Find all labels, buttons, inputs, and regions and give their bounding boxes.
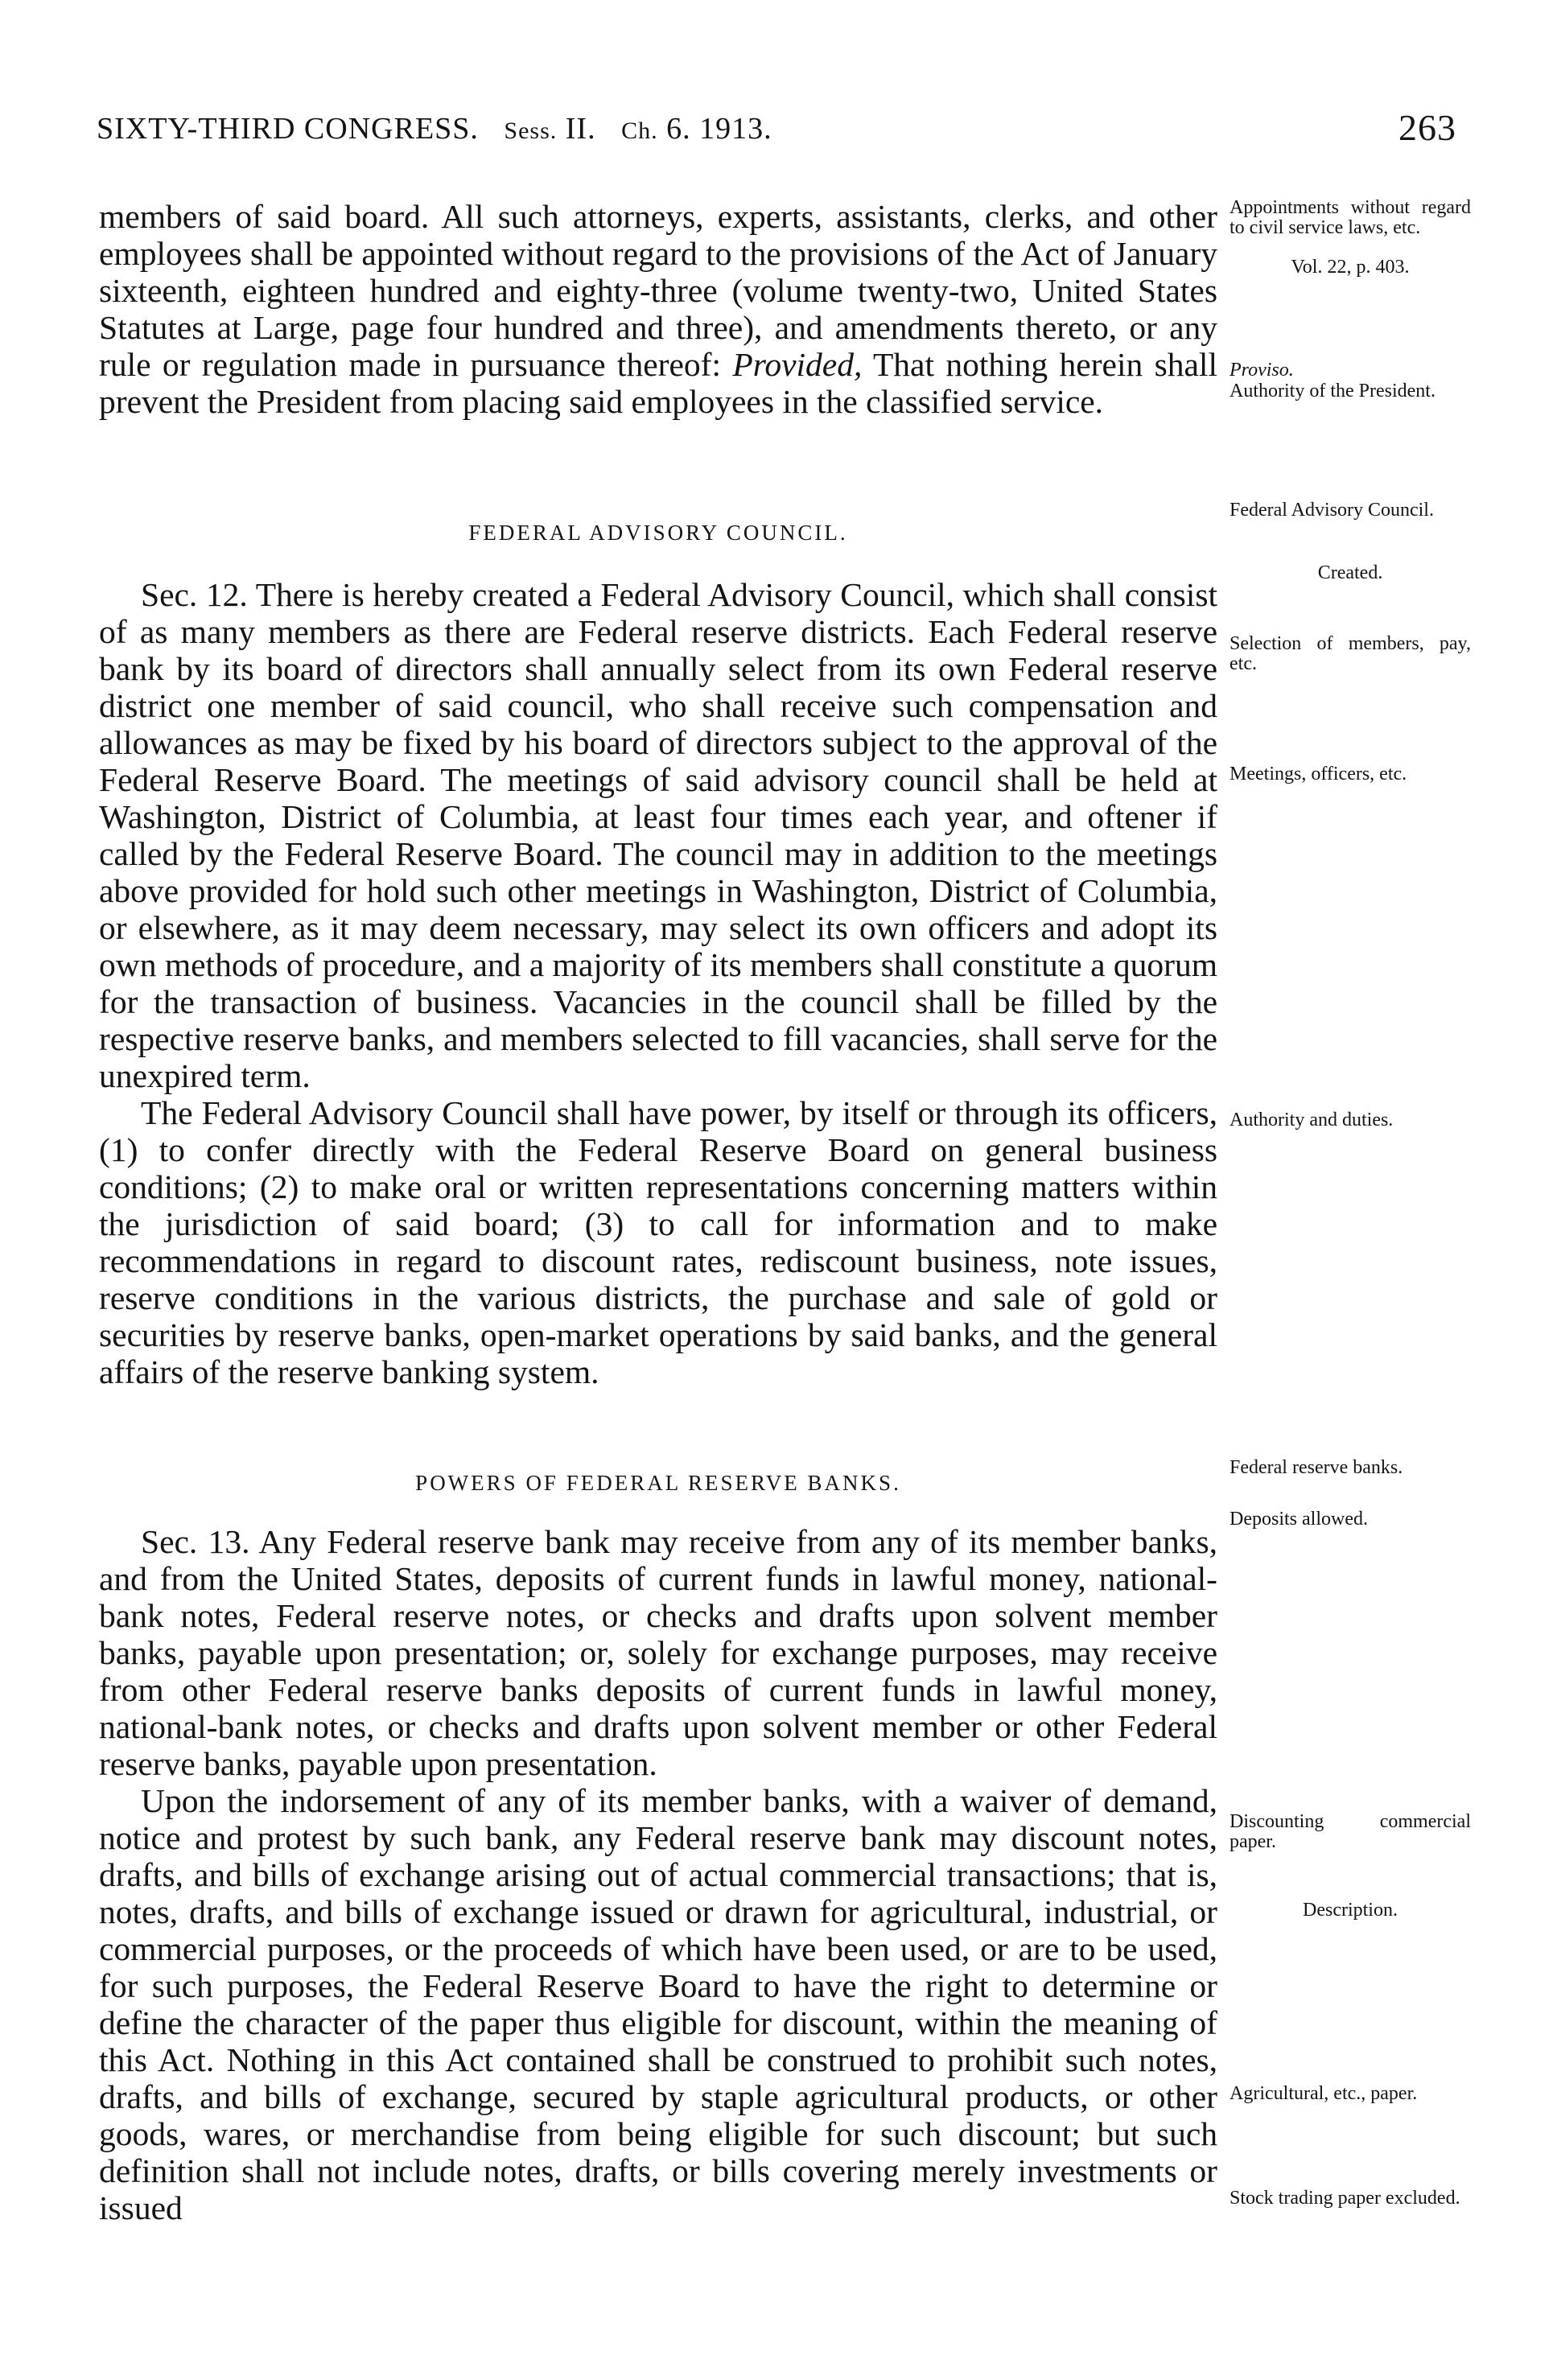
note-selection: Selection of members, pay, etc.	[1230, 633, 1471, 674]
chapter-year: 6. 1913.	[666, 112, 772, 146]
session-number: II.	[565, 112, 596, 146]
note-authority-duties: Authority and duties.	[1230, 1110, 1394, 1130]
note-description: Description.	[1303, 1900, 1398, 1921]
section-13	[99, 1523, 1217, 2226]
section-13-label: Sec. 13.	[141, 1523, 250, 1560]
note-meetings: Meetings, officers, etc.	[1230, 764, 1407, 784]
congress-title: SIXTY-THIRD CONGRESS.	[97, 112, 479, 146]
note-proviso-text: Proviso.	[1230, 360, 1294, 381]
note-vol-ref: Vol. 22, p. 403.	[1291, 257, 1410, 278]
heading-federal-advisory-council: FEDERAL ADVISORY COUNCIL.	[468, 521, 848, 545]
note-proviso	[1230, 360, 1471, 381]
note-appointments: Appointments without regard to civil service laws, etc.	[1230, 197, 1471, 238]
running-header	[97, 107, 1456, 159]
section-12	[99, 576, 1217, 1390]
note-deposits: Deposits allowed.	[1230, 1509, 1368, 1530]
heading-powers-of-reserve-banks: POWERS OF FEDERAL RESERVE BANKS.	[415, 1471, 901, 1495]
session-label: Sess.	[504, 117, 558, 144]
note-created: Created.	[1317, 562, 1383, 583]
continuation-text-a: members of said board. All such attorneys, experts, assistants, clerks, and other employees shall be appointed without regard to the provisions of the Act of January sixteenth, eighteen hundred and eighty-three (volume twenty-two, United States Statutes at Large, page four hundred and three), and amendments thereto, or any rule or regulation made in pursuance thereof:	[99, 198, 1217, 383]
section-12-text: There is hereby created a Federal Advisory Council, which shall consist of as many members as there are Federal reserve districts. Each Federal reserve bank by its board of directors shall annually select from its own Federal reserve district one member of said council, who shall receive such compensation and allowances as may be fixed by his board of directors subject to the approval of the Federal Reserve Board. The meetings of said advisory council shall be held at Washington, District of Columbia, at least four times each year, and oftener if called by the Federal Reserve Board. The council may in addition to the meetings above provided for hold such other meetings in Washington, District of Columbia, or elsewhere, as it may deem necessary, may select its own officers and adopt its own methods of procedure, and a majority of its members shall constitute a quorum for the transaction of business. Vacancies in the council shall be filled by the respective reserve banks, and members selected to fill vacancies, shall serve for the unexpired term.	[99, 576, 1218, 1094]
note-federal-advisory-council: Federal Advisory Council.	[1230, 500, 1434, 521]
section-13-discount: Upon the indorsement of any of its member banks, with a waiver of demand, notice and protest by such bank, any Federal reserve bank may discount notes, drafts, and bills of exchange arising out of actual commercial transactions; that is, notes, drafts, and bills of exchange issued or drawn for agricultural, industrial, or commercial purposes, or the proceeds of which have been used, or are to be used, for such purposes, the Federal Reserve Board to have the right to determine or define the character of the paper thus eligible for discount, within the meaning of this Act. Nothing in this Act contained shall be construed to prohibit such notes, drafts, and bills of exchange, secured by staple agricultural products, or other goods, wares, or merchandise from being eligible for such discount; but such definition shall not include notes, drafts, or bills covering merely investments or issued	[99, 1782, 1217, 2226]
continuation-text-b: That nothing herein shall prevent the President from placing said employees in the classified service.	[99, 346, 1217, 420]
note-federal-reserve-banks: Federal reserve banks.	[1230, 1457, 1403, 1478]
note-discounting: Discounting commercial paper.	[1230, 1811, 1471, 1852]
section-12-powers: The Federal Advisory Council shall have power, by itself or through its officers, (1) to confer directly with the Federal Reserve Board on general business conditions; (2) to make oral or written representations concerning matters within the jurisdiction of said board; (3) to call for information and to make recommendations in regard to discount rates, rediscount business, note issues, reserve conditions in the various districts, the purchase and sale of gold or securities by reserve banks, open-market operations by said banks, and the general affairs of the reserve banking system.	[99, 1094, 1217, 1390]
section-12-label: Sec. 12.	[141, 576, 248, 613]
chapter-label: Ch.	[621, 117, 658, 144]
section-13-text: Any Federal reserve bank may receive from any of its member banks, and from the United States, deposits of current funds in lawful money, national-bank notes, Federal reserve notes, or checks and drafts upon solvent member banks, payable upon presentation; or, solely for exchange purposes, may receive from other Federal reserve banks deposits of current funds in lawful money, national-bank notes, or checks and drafts upon solvent member or other Federal reserve banks, payable upon presentation.	[99, 1523, 1217, 1782]
note-authority-president: Authority of the President.	[1230, 381, 1435, 401]
page-number: 263	[1398, 107, 1456, 148]
running-title	[97, 111, 772, 146]
note-stock-trading: Stock trading paper excluded.	[1230, 2188, 1460, 2209]
note-agricultural: Agricultural, etc., paper.	[1230, 2083, 1418, 2104]
proviso-word: Provided,	[732, 346, 863, 383]
continuation-paragraph	[99, 198, 1217, 420]
